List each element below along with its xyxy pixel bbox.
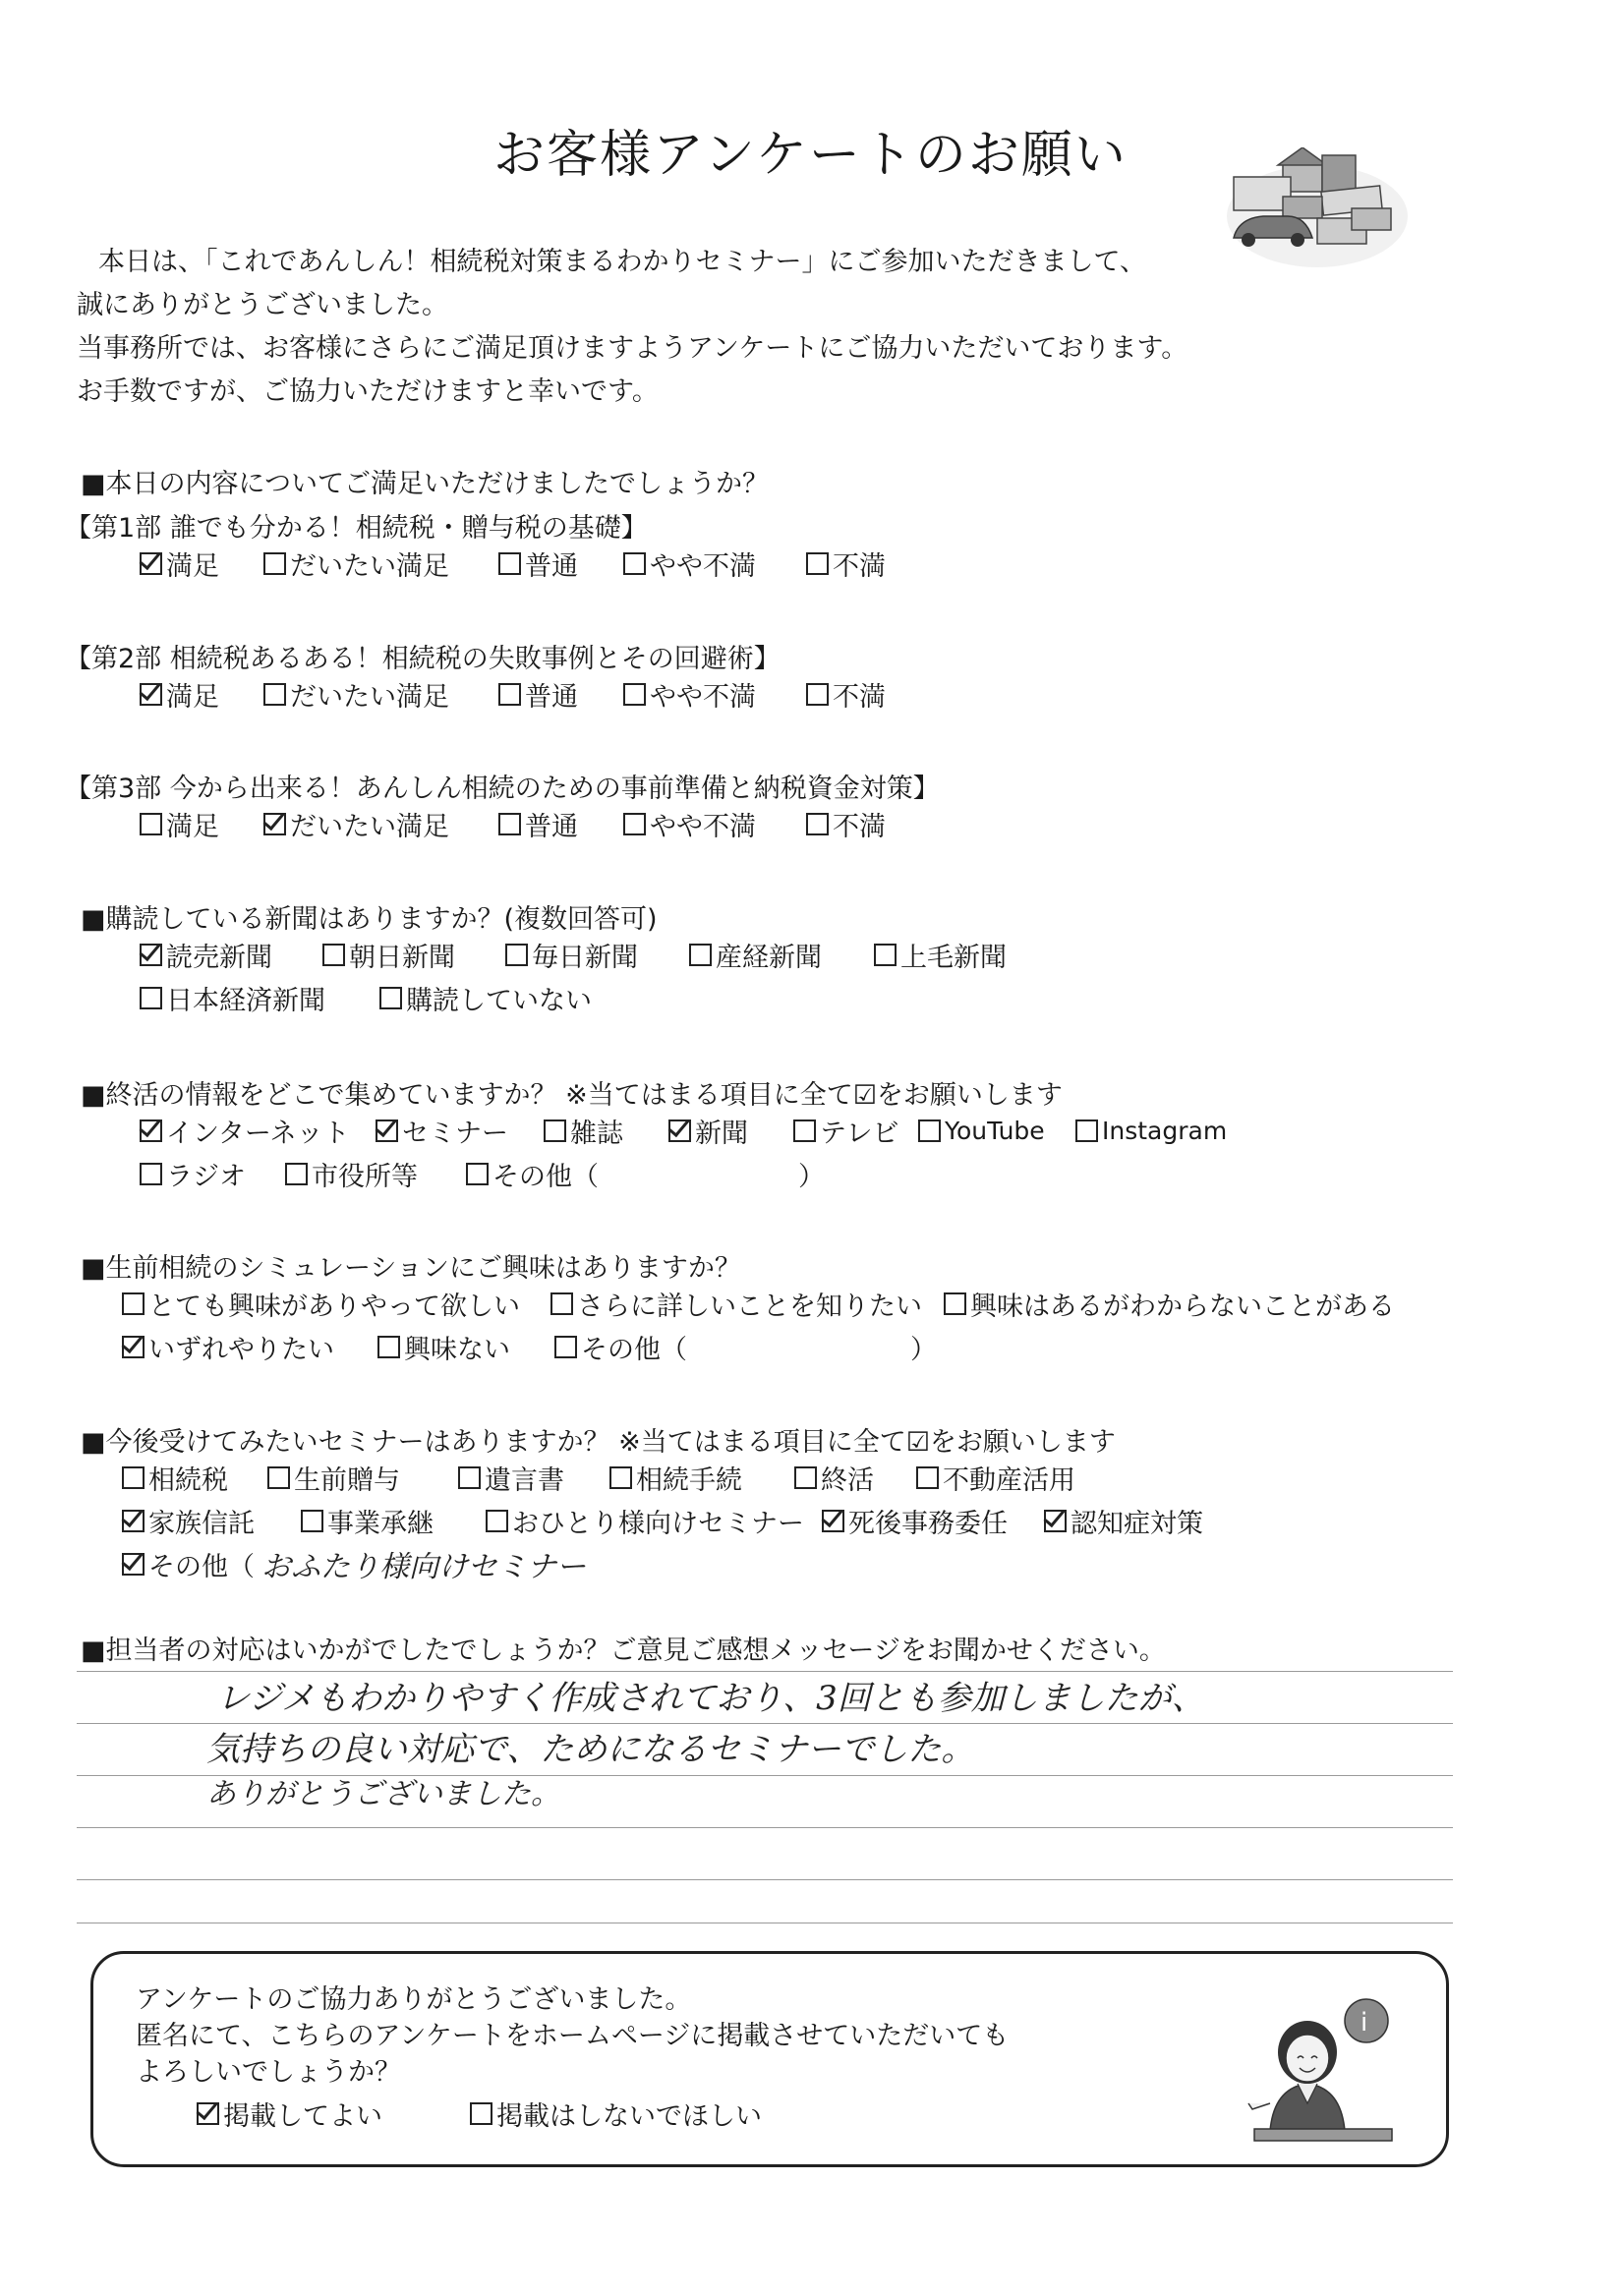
q4-heading: ■生前相続のシミュレーションにご興味はありますか？ (81, 1253, 741, 1284)
answer-line-3[interactable]: ありがとうございました。 (206, 1777, 560, 1811)
checkbox-icon[interactable] (944, 1292, 966, 1315)
option-somewhat-dissatisfied[interactable]: やや不満 (623, 544, 756, 583)
option-will[interactable]: 遺言書 (458, 1458, 564, 1497)
option-dementia[interactable]: 認知症対策 (1044, 1501, 1203, 1540)
checkbox-icon[interactable] (668, 1119, 691, 1142)
checkbox-icon[interactable] (470, 2102, 492, 2125)
option-somewhat-dissatisfied[interactable]: やや不満 (623, 674, 756, 714)
option-not-interested[interactable]: 興味ない (377, 1327, 510, 1366)
option-family-trust[interactable]: 家族信託 (122, 1501, 255, 1540)
q1-part3-label: 【第3部 今から出来る！あんしん相続のための事前準備と納税資金対策】 (65, 774, 940, 804)
checkbox-icon[interactable] (458, 1466, 481, 1489)
q2-heading: ■購読している新聞はありますか？(複数回答可) (81, 904, 658, 935)
option-city-office[interactable]: 市役所等 (285, 1154, 418, 1193)
option-average[interactable]: 普通 (498, 544, 578, 583)
checkbox-icon[interactable] (505, 944, 528, 966)
staff-illustration (1241, 1993, 1398, 2151)
checkbox-icon[interactable] (806, 813, 829, 835)
writing-line (77, 1879, 1453, 1880)
checkbox-icon[interactable] (140, 1163, 162, 1185)
q5-heading: ■今後受けてみたいセミナーはありますか？ ※当てはまる項目に全て☑をお願いします (81, 1427, 1116, 1458)
closing-line-3: よろしいでしょうか？ (136, 2057, 401, 2088)
writing-line (77, 1827, 1453, 1828)
option-very-interested[interactable]: とても興味がありやって欲しい (122, 1284, 520, 1323)
option-newspaper[interactable]: 新聞 (668, 1111, 748, 1150)
option-seminar[interactable]: セミナー (376, 1111, 508, 1150)
option-internet[interactable]: インターネット (140, 1111, 350, 1150)
intro-line: 当事務所では、お客様にさらにご満足頂けますようアンケートにご協力いただいております。 (77, 333, 1188, 364)
checkbox-icon[interactable] (916, 1466, 939, 1489)
closing-line-1: アンケートのご協力ありがとうございました。 (136, 1984, 692, 2015)
checkbox-icon[interactable] (806, 683, 829, 706)
option-no-subscription[interactable]: 購読していない (379, 978, 592, 1017)
option-post-death-affairs[interactable]: 死後事務委任 (822, 1501, 1008, 1540)
option-deny-publish[interactable]: 掲載はしないでほしい (470, 2094, 762, 2133)
q5-other-handwriting[interactable]: おふたり様向けセミナー (261, 1550, 586, 1584)
checkbox-icon[interactable] (544, 1119, 566, 1142)
checkbox-icon[interactable] (794, 1466, 817, 1489)
checkbox-icon[interactable] (623, 813, 646, 835)
option-other[interactable]: その他（ (466, 1154, 599, 1193)
option-mostly-satisfied[interactable]: だいたい満足 (263, 674, 449, 714)
checkbox-icon[interactable] (263, 683, 286, 706)
q1-part1-label: 【第1部 誰でも分かる！相続税・贈与税の基礎】 (65, 513, 648, 544)
option-average[interactable]: 普通 (498, 674, 578, 714)
option-end-of-life[interactable]: 終活 (794, 1458, 874, 1497)
checkbox-icon[interactable] (122, 1466, 145, 1489)
option-tv[interactable]: テレビ (793, 1111, 898, 1150)
checkbox-icon[interactable] (498, 552, 521, 575)
intro-line: お手数ですが、ご協力いただけますと幸いです。 (77, 376, 659, 407)
option-dissatisfied[interactable]: 不満 (806, 674, 886, 714)
q1-heading: ■本日の内容についてご満足いただけましたでしょうか？ (81, 469, 769, 499)
option-other[interactable]: その他（ (122, 1544, 255, 1583)
option-mostly-satisfied[interactable]: だいたい満足 (263, 544, 449, 583)
option-lifetime-gift[interactable]: 生前贈与 (267, 1458, 400, 1497)
option-satisfied[interactable]: 満足 (140, 804, 219, 843)
option-allow-publish[interactable]: 掲載してよい (197, 2094, 382, 2133)
option-somewhat-dissatisfied[interactable]: やや不満 (623, 804, 756, 843)
intro-line: 誠にありがとうございました。 (77, 290, 448, 320)
checkbox-icon[interactable] (822, 1510, 844, 1532)
answer-line-2[interactable]: 気持ちの良い対応で、ためになるセミナーでした。 (206, 1730, 975, 1769)
checkbox-icon[interactable] (301, 1510, 323, 1532)
checkbox-icon[interactable] (376, 1119, 398, 1142)
checkbox-icon[interactable] (267, 1466, 290, 1489)
checkbox-icon[interactable] (140, 552, 162, 575)
checkbox-icon[interactable] (140, 944, 162, 966)
checkbox-icon[interactable] (263, 552, 286, 575)
option-mostly-satisfied[interactable]: だいたい満足 (263, 804, 449, 843)
other-close-paren: ） (798, 1161, 825, 1192)
option-business-succession[interactable]: 事業承継 (301, 1501, 434, 1540)
checkbox-icon[interactable] (122, 1336, 145, 1358)
option-average[interactable]: 普通 (498, 804, 578, 843)
option-dissatisfied[interactable]: 不満 (806, 544, 886, 583)
checkbox-icon[interactable] (122, 1292, 145, 1315)
checkbox-icon[interactable] (197, 2102, 219, 2125)
checkbox-icon[interactable] (689, 944, 712, 966)
option-asahi[interactable]: 朝日新聞 (322, 935, 455, 974)
option-mainichi[interactable]: 毎日新聞 (505, 935, 638, 974)
checkbox-icon[interactable] (623, 552, 646, 575)
checkbox-icon[interactable] (140, 987, 162, 1009)
intro-text (77, 241, 1187, 414)
q6-heading: ■担当者の対応はいかがでしたでしょうか？ご意見ご感想メッセージをお聞かせください。 (81, 1636, 1166, 1666)
checkbox-icon[interactable] (918, 1119, 941, 1142)
checkbox-icon[interactable] (322, 944, 345, 966)
option-inheritance-procedure[interactable]: 相続手続 (609, 1458, 742, 1497)
option-satisfied[interactable]: 満足 (140, 544, 219, 583)
checkbox-icon[interactable] (498, 683, 521, 706)
q1-part2-label: 【第2部 相続税あるある！相続税の失敗事例とその回避術】 (65, 644, 781, 674)
checkbox-icon[interactable] (874, 944, 897, 966)
option-instagram[interactable]: Instagram (1075, 1111, 1227, 1150)
option-interested-unsure[interactable]: 興味はあるがわからないことがある (944, 1284, 1395, 1323)
closing-line-2: 匿名にて、こちらのアンケートをホームページに掲載させていただいても (136, 2021, 1010, 2051)
checkbox-icon[interactable] (498, 813, 521, 835)
page-title: お客様アンケートのお願い (493, 126, 1128, 185)
option-other[interactable]: その他（ (554, 1327, 687, 1366)
checkbox-icon[interactable] (140, 1119, 162, 1142)
intro-line: 本日は、「これであんしん！相続税対策まるわかりセミナー」にご参加いただきまして、 (98, 247, 1146, 277)
checkbox-icon[interactable] (263, 813, 286, 835)
checkbox-icon[interactable] (554, 1336, 577, 1358)
svg-text:i: i (1360, 2008, 1368, 2038)
checkbox-icon[interactable] (140, 813, 162, 835)
checkbox-icon[interactable] (1075, 1119, 1098, 1142)
checkbox-icon[interactable] (609, 1466, 632, 1489)
checkbox-icon[interactable] (486, 1510, 508, 1532)
option-satisfied[interactable]: 満足 (140, 674, 219, 714)
checkbox-icon[interactable] (285, 1163, 308, 1185)
checkbox-icon[interactable] (1044, 1510, 1067, 1532)
other-close-paren: ） (910, 1334, 937, 1365)
option-nikkei[interactable]: 日本経済新聞 (140, 978, 325, 1017)
checkbox-icon[interactable] (140, 683, 162, 706)
checkbox-icon[interactable] (550, 1292, 573, 1315)
checkbox-icon[interactable] (122, 1553, 145, 1576)
checkbox-icon[interactable] (466, 1163, 489, 1185)
checkbox-icon[interactable] (623, 683, 646, 706)
option-singles-seminar[interactable]: おひとり様向けセミナー (486, 1501, 804, 1540)
answer-line-1[interactable]: レジメもわかりやすく作成されており、3回とも参加しましたが、 (216, 1679, 1205, 1718)
assets-illustration (1224, 147, 1411, 270)
checkbox-icon[interactable] (122, 1510, 145, 1532)
option-dissatisfied[interactable]: 不満 (806, 804, 886, 843)
option-radio[interactable]: ラジオ (140, 1154, 246, 1193)
option-youtube[interactable]: YouTube (918, 1111, 1045, 1150)
option-yomiuri[interactable]: 読売新聞 (140, 935, 272, 974)
option-magazine[interactable]: 雑誌 (544, 1111, 623, 1150)
checkbox-icon[interactable] (793, 1119, 816, 1142)
option-someday[interactable]: いずれやりたい (122, 1327, 334, 1366)
option-real-estate[interactable]: 不動産活用 (916, 1458, 1075, 1497)
option-want-details[interactable]: さらに詳しいことを知りたい (550, 1284, 922, 1323)
option-sankei[interactable]: 産経新聞 (689, 935, 822, 974)
checkbox-icon[interactable] (377, 1336, 400, 1358)
option-jomo[interactable]: 上毛新聞 (874, 935, 1007, 974)
q3-heading: ■終活の情報をどこで集めていますか？ ※当てはまる項目に全て☑をお願いします (81, 1080, 1063, 1111)
checkbox-icon[interactable] (379, 987, 402, 1009)
option-inheritance-tax[interactable]: 相続税 (122, 1458, 228, 1497)
checkbox-icon[interactable] (806, 552, 829, 575)
